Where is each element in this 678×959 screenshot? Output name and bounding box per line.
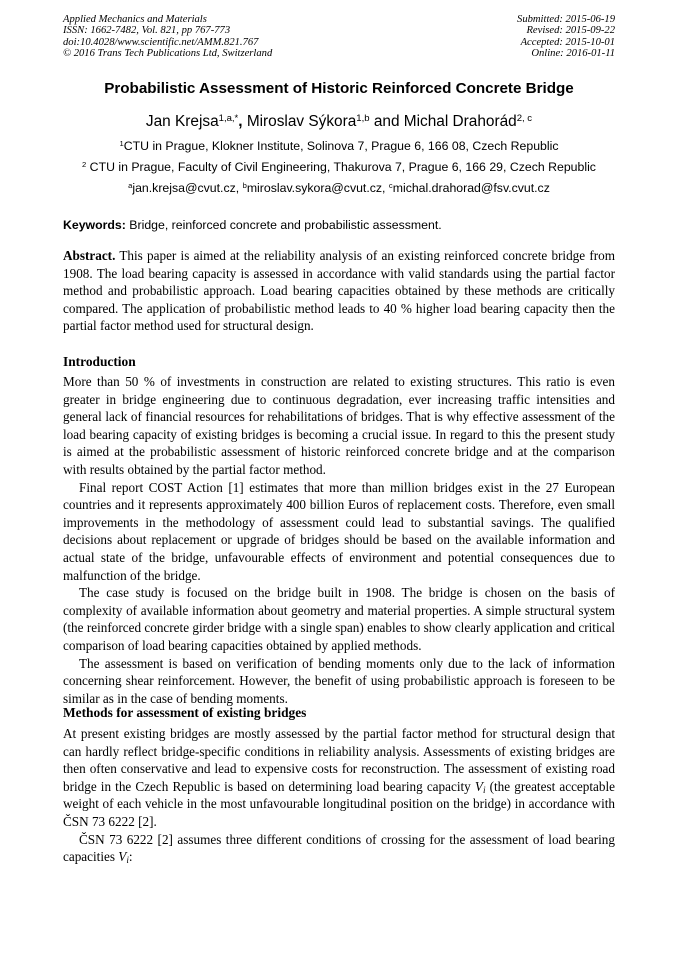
email-link[interactable]: miroslav.sykora@cvut.cz, <box>246 181 389 195</box>
paragraph <box>63 831 615 866</box>
journal-name: Applied Mechanics and Materials <box>63 14 207 25</box>
paragraph: More than 50 % of investments in construction are related to existing structures. This ratio is even greater in bridge engineering due to continuous degradation, ever increasing traffic intensities and general lack of financial resources for rehabilitations of bridges. That is why effective assessment of the load bearing capacity of existing bridges is becoming a crucial issue. In regard to this the present study is aimed at the probabilistic assessment of historic reinforced concrete bridge and at the comparison with results obtained by the partial factor method. <box>63 374 615 477</box>
submitted-date: Submitted: 2015-06-19 <box>517 14 615 25</box>
paragraph-text: : <box>128 849 133 865</box>
author-separator: and <box>369 113 404 130</box>
email-superscript: b <box>242 180 247 190</box>
keywords-text: Bridge, reinforced concrete and probabilistic assessment. <box>125 218 442 232</box>
email-link[interactable]: michal.drahorad@fsv.cvut.cz <box>392 181 550 195</box>
email-superscript: a <box>128 180 133 190</box>
author-superscript: 1,b <box>356 112 370 124</box>
keywords <box>63 218 615 232</box>
paragraph-text: (the greatest acceptable weight of each vehicle in the most unfavourable longitudinal position on the bridge) in accordance with ČSN 73 6222 [2]. <box>63 778 615 829</box>
section-heading-methods: Methods for assessment of existing bridges <box>63 705 307 720</box>
abstract-text: This paper is aimed at the reliability analysis of an existing reinforced concrete bridge from 1908. The load bearing capacity is assessed in accordance with valid standards using the partial factor method and probabilistic approach. Load bearing capacities obtained by these methods are critically compared. The application of probabilistic method leads to 40 % higher load bearing capacity then the partial factor method used for structural design. <box>63 248 615 334</box>
paragraph: The assessment is based on verification of bending moments only due to the lack of information concerning shear reinforcement. However, the benefit of using probabilistic approach is foreseen to be similar as in the case of bending moments. <box>63 655 615 706</box>
email-link[interactable]: jan.krejsa@cvut.cz, <box>132 181 243 195</box>
keywords-label: Keywords: <box>63 218 126 232</box>
variable-subscript: i <box>482 784 486 795</box>
section-heading-introduction: Introduction <box>63 354 136 369</box>
author-name: Michal Drahorád <box>403 113 517 130</box>
revised-date: Revised: 2015-09-22 <box>526 25 615 37</box>
online-date: Online: 2016-01-11 <box>531 47 615 59</box>
accepted-date: Accepted: 2015-10-01 <box>520 36 615 48</box>
variable-symbol: V <box>474 778 483 794</box>
affiliation-superscript: 2 <box>82 159 87 169</box>
affiliation-1 <box>0 139 678 153</box>
author-separator: , <box>238 113 247 130</box>
author-superscript: 1,a,* <box>218 112 239 124</box>
journal-header-right <box>517 14 615 59</box>
author-superscript: 2, c <box>516 112 533 124</box>
journal-header-left <box>63 14 272 59</box>
affiliation-2 <box>0 160 678 174</box>
affiliation-text: CTU in Prague, Faculty of Civil Engineering, Thakurova 7, Prague 6, 166 29, Czech Republic <box>86 160 596 174</box>
paragraph: The case study is focused on the bridge built in 1908. The bridge is chosen on the basis of complexity of available information about geometry and material properties. A simple structural system (the reinforced concrete girder bridge with a single span) enables to show clearly application and critical comparison of load bearing capacities obtained by applied methods. <box>63 585 615 653</box>
abstract-label: Abstract. <box>63 248 116 263</box>
affiliation-superscript: 1 <box>119 138 124 148</box>
paragraph-text: At present existing bridges are mostly assessed by the partial factor method for structural design that can hardly reflect bridge-specific conditions in reliability analysis. Assessments of existing bridges are then often conservative and lead to expensive costs for reconstruction. The assessment of existing road bridge in the Czech Republic is based on determining load bearing capacity <box>63 726 615 794</box>
paper-title: Probabilistic Assessment of Historic Reinforced Concrete Bridge <box>104 80 574 97</box>
email-superscript: c <box>388 180 393 190</box>
variable-vi <box>475 779 486 794</box>
author-name: Jan Krejsa <box>145 113 219 130</box>
variable-subscript: i <box>126 855 129 865</box>
author-name: Miroslav Sýkora <box>246 113 357 130</box>
introduction-body <box>63 373 615 707</box>
author-list <box>0 113 678 131</box>
paragraph-text: ČSN 73 6222 [2] assumes three different conditions of crossing for the assessment of load bearing capacities <box>63 831 615 865</box>
variable-symbol: V <box>118 849 127 865</box>
paragraph: Final report COST Action [1] estimates that more than million bridges exist in the 27 European countries and it represents approximately 400 billion Euros of replacement costs. Therefore, even small improvements in the methodology of assessment could lead to substantial savings. The qualified decisions about replacement or upgrade of bridges should be based on the available information and actual state of the bridge, unfavourable effects of environment and potential consequences due to malfunction of the bridge. <box>63 479 615 583</box>
variable-vi <box>118 849 129 864</box>
copyright-line: © 2016 Trans Tech Publications Ltd, Switzerland <box>63 47 273 59</box>
issn-line: ISSN: 1662-7482, Vol. 821, pp 767-773 <box>63 25 231 37</box>
doi-line: doi:10.4028/www.scientific.net/AMM.821.767 <box>63 36 259 48</box>
abstract <box>63 247 615 335</box>
methods-body <box>63 725 615 866</box>
affiliation-text: CTU in Prague, Klokner Institute, Solinova 7, Prague 6, 166 08, Czech Republic <box>123 139 559 153</box>
email-list <box>0 181 678 195</box>
paragraph <box>63 725 615 831</box>
